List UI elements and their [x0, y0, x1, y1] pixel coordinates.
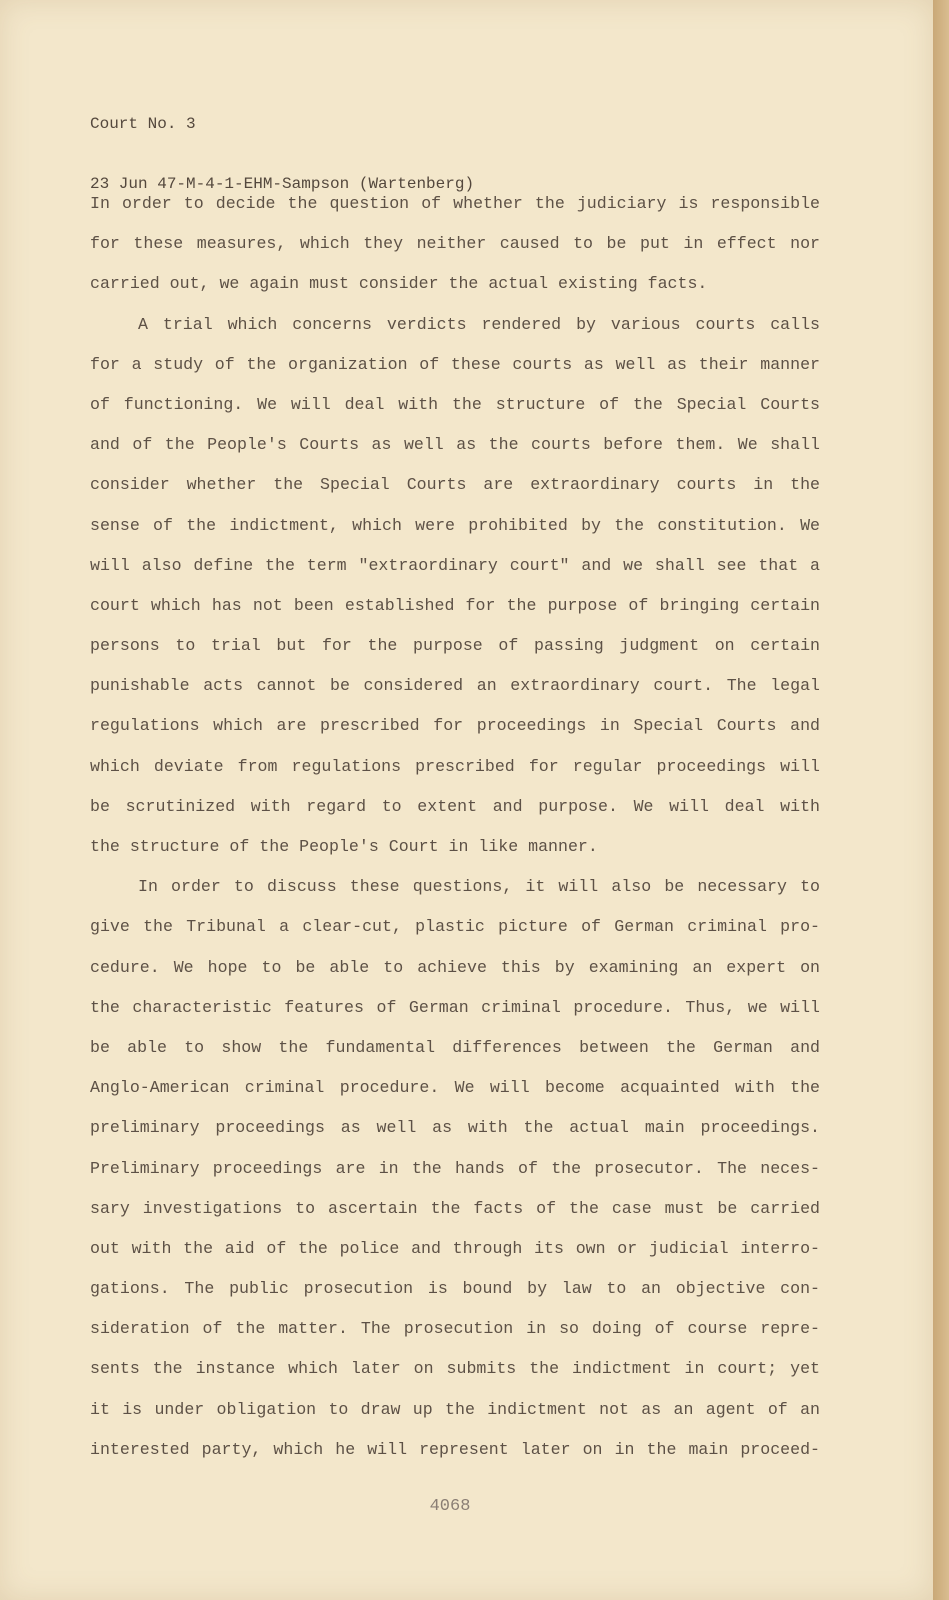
transcript-line: and of the People's Courts as well as the courts before them. We shall [90, 435, 820, 455]
transcript-line: Preliminary proceedings are in the hands of the prosecutor. The neces- [90, 1158, 820, 1178]
transcript-line: punishable acts cannot be considered an extraordinary court. The legal [90, 676, 820, 696]
transcript-line: interested party, which he will represent later on in the main proceed- [90, 1439, 820, 1459]
transcript-line: consider whether the Special Courts are extraordinary courts in the [90, 475, 820, 495]
transcript-line: sents the instance which later on submits the indictment in court; yet [90, 1359, 820, 1379]
transcript-line: persons to trial but for the purpose of passing judgment on certain [90, 636, 820, 656]
page-edge-shadow [933, 0, 949, 1600]
transcript-body [90, 192, 820, 1478]
transcript-line: A trial which concerns verdicts rendered by various courts calls [138, 314, 820, 334]
transcript-line: sense of the indictment, which were prohibited by the constitution. We [90, 515, 820, 535]
transcript-line: sary investigations to ascertain the facts of the case must be carried [90, 1198, 820, 1218]
transcript-line: preliminary proceedings as well as with the actual main proceedings. [90, 1118, 820, 1138]
transcript-line: will also define the term "extraordinary court" and we shall see that a [90, 555, 820, 575]
transcript-line: In order to discuss these questions, it will also be necessary to [138, 877, 820, 897]
transcript-line: give the Tribunal a clear-cut, plastic picture of German criminal pro- [90, 917, 820, 937]
transcript-line: court which has not been established for the purpose of bringing certain [90, 595, 820, 615]
transcript-line: of functioning. We will deal with the structure of the Special Courts [90, 394, 820, 414]
transcript-line: be scrutinized with regard to extent and purpose. We will deal with [90, 796, 820, 816]
transcript-line: sideration of the matter. The prosecution in so doing of course repre- [90, 1319, 820, 1339]
transcript-line: out with the aid of the police and through its own or judicial interro- [90, 1238, 820, 1258]
transcript-line: cedure. We hope to be able to achieve this by examining an expert on [90, 957, 820, 977]
transcript-line: gations. The public prosecution is bound by law to an objective con- [90, 1279, 820, 1299]
session-reference: 23 Jun 47-M-4-1-EHM-Sampson (Wartenberg) [90, 175, 475, 193]
transcript-line: it is under obligation to draw up the indictment not as an agent of an [90, 1399, 820, 1419]
transcript-line: carried out, we again must consider the actual existing facts. [90, 274, 708, 294]
page-number: 4068 [429, 1497, 471, 1516]
transcript-line: In order to decide the question of whether the judiciary is responsible [90, 194, 820, 213]
transcript-line: for these measures, which they neither caused to be put in effect nor [90, 234, 820, 254]
transcript-line: regulations which are prescribed for proceedings in Special Courts and [90, 716, 820, 736]
transcript-line: the characteristic features of German criminal procedure. Thus, we will [90, 997, 820, 1017]
court-number: Court No. 3 [90, 115, 196, 133]
transcript-line: which deviate from regulations prescribed for regular proceedings will [90, 756, 820, 776]
transcript-line: the structure of the People's Court in like manner. [90, 837, 598, 856]
transcript-line: Anglo-American criminal procedure. We will become acquainted with the [90, 1078, 820, 1098]
transcript-line: be able to show the fundamental differences between the German and [90, 1037, 820, 1057]
transcript-line: for a study of the organization of these courts as well as their manner [90, 354, 820, 374]
